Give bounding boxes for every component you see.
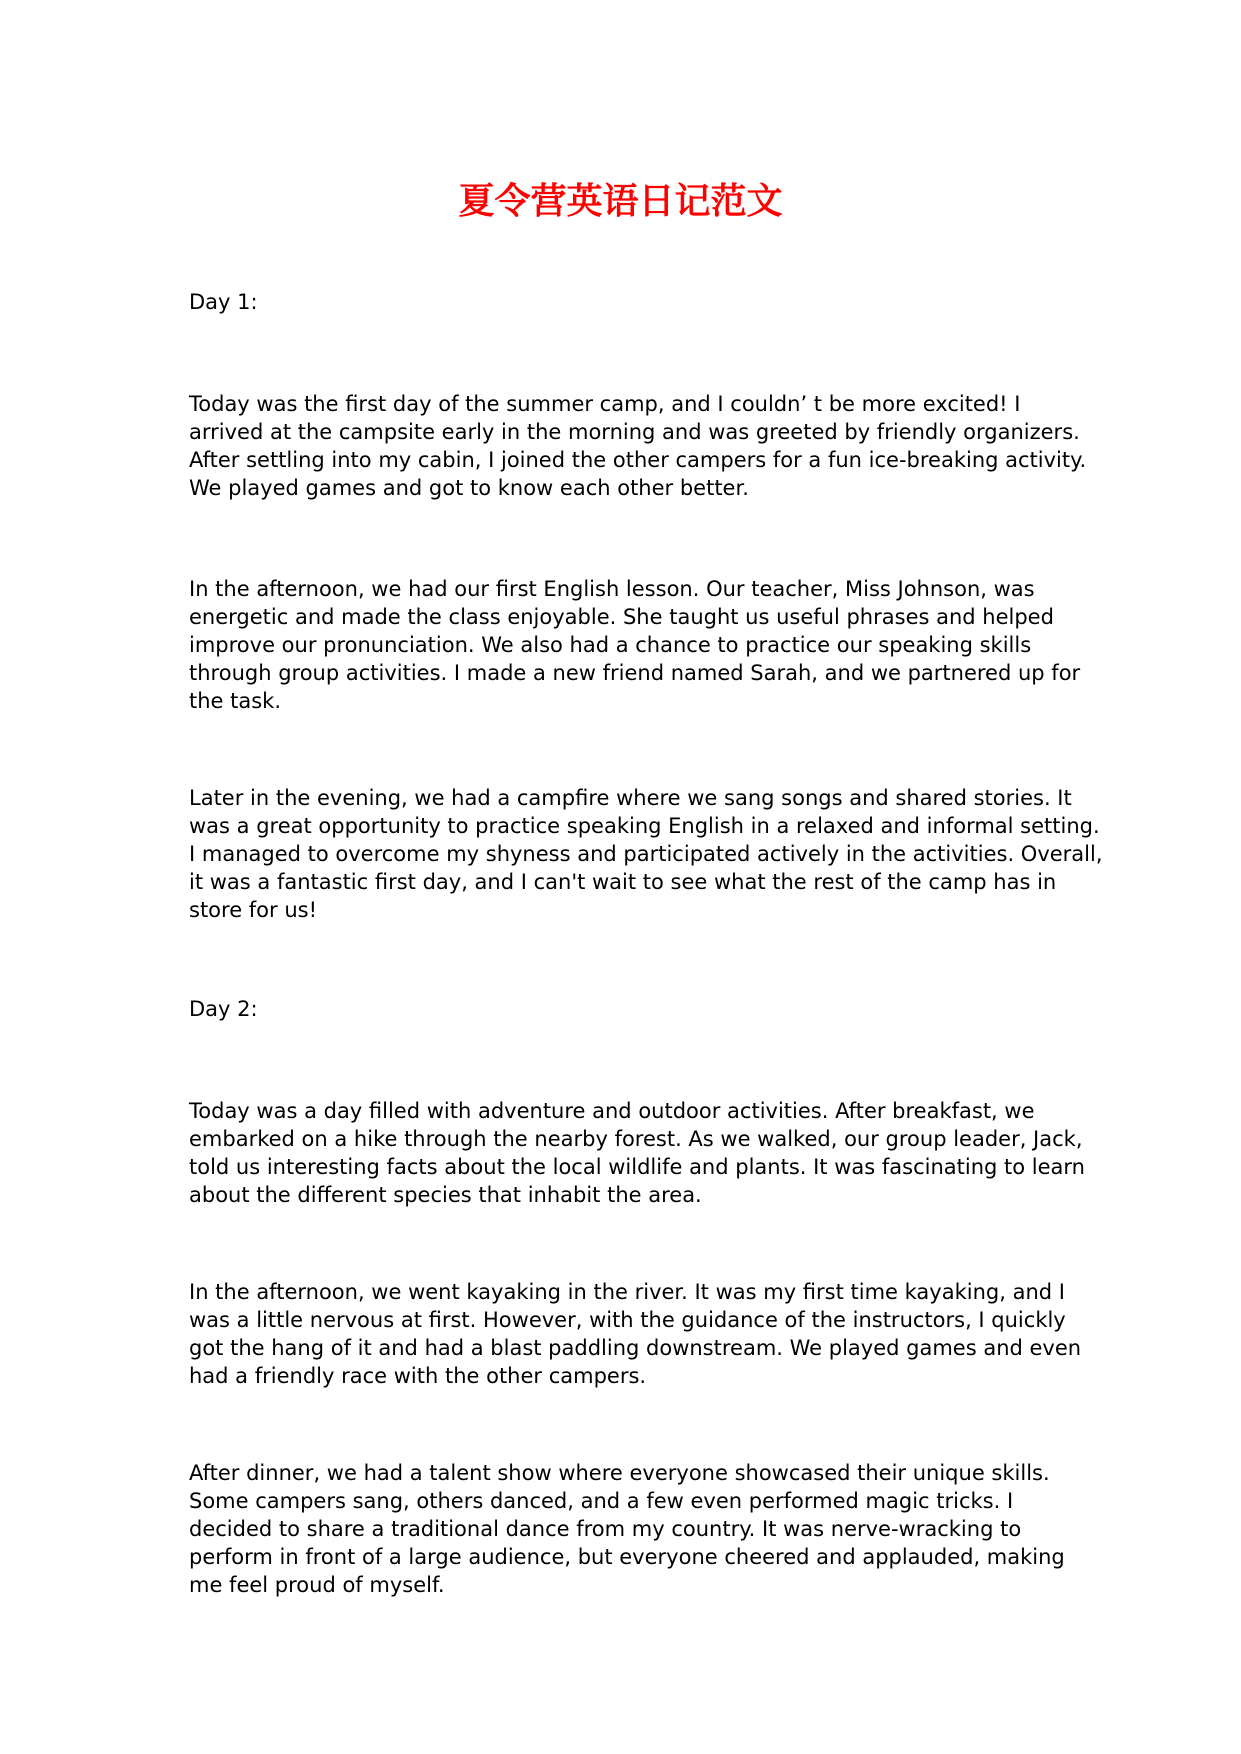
text-line: about the different species that inhabit the area. xyxy=(189,1183,702,1207)
text-line: energetic and made the class enjoyable. She taught us useful phrases and helped xyxy=(189,605,1054,629)
text-line: me feel proud of myself. xyxy=(189,1573,445,1597)
text-line: had a friendly race with the other campers. xyxy=(189,1364,647,1388)
day1-paragraph-1 xyxy=(189,390,1087,502)
text-line: got the hang of it and had a blast paddling downstream. We played games and even xyxy=(189,1336,1082,1360)
day1-paragraph-2 xyxy=(189,575,1081,715)
day2-paragraph-3 xyxy=(189,1459,1069,1599)
day2-paragraph-1 xyxy=(189,1097,1085,1209)
text-line: decided to share a traditional dance from my country. It was nerve-wracking to xyxy=(189,1517,1022,1541)
text-line: After dinner, we had a talent show where everyone showcased their unique skills. xyxy=(189,1461,1050,1485)
text-line: In the afternoon, we went kayaking in the river. It was my first time kayaking, and I xyxy=(189,1280,1065,1304)
text-line: the task. xyxy=(189,689,282,713)
text-line: perform in front of a large audience, but everyone cheered and applauded, making xyxy=(189,1545,1065,1569)
text-line: arrived at the campsite early in the morning and was greeted by friendly organizers. xyxy=(189,420,1080,444)
day1-paragraph-3 xyxy=(189,784,1103,924)
day2-heading: Day 2: xyxy=(189,997,258,1021)
text-line: it was a fantastic first day, and I can't wait to see what the rest of the camp has in xyxy=(189,870,1057,894)
text-line: embarked on a hike through the nearby forest. As we walked, our group leader, Jack, xyxy=(189,1127,1083,1151)
text-line: was a little nervous at first. However, with the guidance of the instructors, I quickly xyxy=(189,1308,1066,1332)
text-line: told us interesting facts about the local wildlife and plants. It was fascinating to learn xyxy=(189,1155,1085,1179)
text-line: was a great opportunity to practice speaking English in a relaxed and informal setting. xyxy=(189,814,1100,838)
text-line: Today was the first day of the summer camp, and I couldn’ t be more excited! I xyxy=(189,392,1021,416)
text-line: In the afternoon, we had our first English lesson. Our teacher, Miss Johnson, was xyxy=(189,577,1035,601)
page-title: 夏令营英语日记范文 xyxy=(458,181,783,222)
text-line: After settling into my cabin, I joined the other campers for a fun ice-breaking activity. xyxy=(189,448,1087,472)
text-line: Some campers sang, others danced, and a few even performed magic tricks. I xyxy=(189,1489,1014,1513)
day1-heading: Day 1: xyxy=(189,290,258,314)
text-line: improve our pronunciation. We also had a chance to practice our speaking skills xyxy=(189,633,1032,657)
text-line: Today was a day filled with adventure and outdoor activities. After breakfast, we xyxy=(189,1099,1035,1123)
text-line: through group activities. I made a new friend named Sarah, and we partnered up for xyxy=(189,661,1081,685)
text-line: We played games and got to know each other better. xyxy=(189,476,749,500)
text-line: Later in the evening, we had a campfire where we sang songs and shared stories. It xyxy=(189,786,1072,810)
text-line: store for us! xyxy=(189,898,318,922)
day2-paragraph-2 xyxy=(189,1278,1082,1390)
text-line: I managed to overcome my shyness and participated actively in the activities. Overall, xyxy=(189,842,1103,866)
